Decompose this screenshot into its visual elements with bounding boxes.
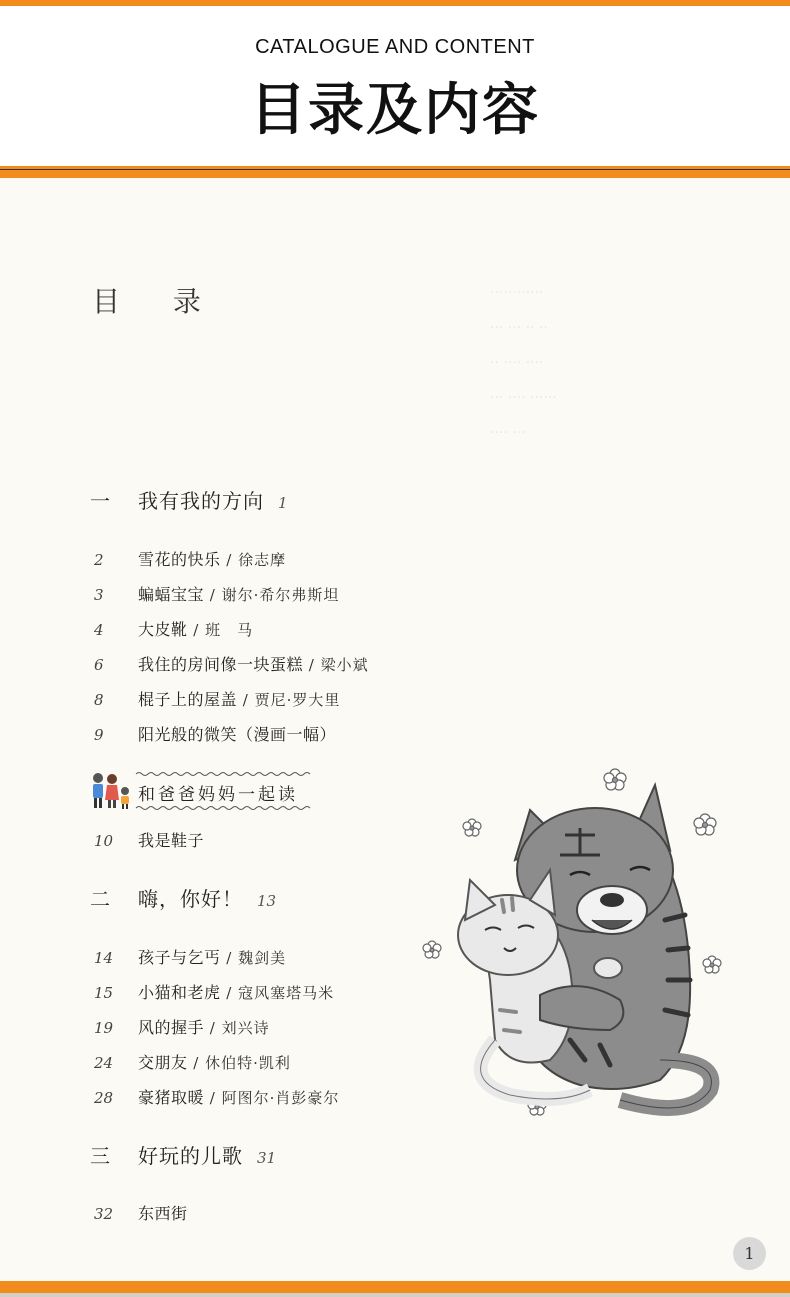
section-title: 嗨，你好！ — [138, 887, 243, 911]
entry-separator: / — [187, 621, 206, 639]
entry-author: 阿图尔·肖彭豪尔 — [221, 1089, 340, 1107]
section-page: 1 — [278, 494, 288, 512]
section-3-heading[interactable] — [90, 1140, 276, 1169]
bottom-accent-bar — [0, 1281, 790, 1293]
section-number: 三 — [90, 1144, 110, 1168]
entry-author: 贾尼·罗大里 — [254, 691, 341, 709]
entry-author: 刘兴诗 — [221, 1019, 270, 1037]
entry-title: 大皮靴 — [138, 620, 188, 639]
entry-title: 我住的房间像一块蛋糕 — [138, 655, 304, 674]
page-header — [0, 6, 790, 166]
toc-entry[interactable] — [94, 582, 339, 605]
entry-page: 14 — [94, 949, 114, 967]
header-title: 目录及内容 — [250, 78, 540, 143]
entry-separator: / — [187, 1054, 206, 1072]
entry-author: 魏剑美 — [238, 949, 287, 967]
parent-read-label: 和爸爸妈妈一起读 — [138, 785, 298, 805]
entry-separator: / — [204, 1019, 222, 1037]
toc-entry[interactable] — [94, 945, 286, 968]
entry-page: 2 — [94, 551, 104, 569]
toc-entry[interactable] — [94, 547, 286, 570]
section-title: 我有我的方向 — [138, 489, 264, 513]
entry-page: 28 — [94, 1089, 114, 1107]
bottom-edge — [0, 1293, 790, 1297]
entry-title: 交朋友 — [138, 1053, 188, 1072]
entry-title: 我是鞋子 — [138, 831, 205, 850]
entry-author: 徐志摩 — [238, 551, 287, 569]
section-title: 好玩的儿歌 — [138, 1144, 243, 1168]
entry-title: 蝙蝠宝宝 — [138, 585, 205, 604]
header-subtitle: CATALOGUE AND CONTENT — [255, 36, 535, 58]
entry-title: 东西街 — [138, 1204, 188, 1223]
toc-entry[interactable] — [94, 687, 340, 710]
section-page: 13 — [257, 892, 277, 910]
entry-separator: / — [204, 586, 222, 604]
toc-entry[interactable] — [94, 1050, 291, 1073]
section-page: 31 — [257, 1149, 277, 1167]
entry-page: 15 — [94, 984, 114, 1002]
entry-page: 10 — [94, 832, 114, 850]
toc-entry[interactable] — [94, 722, 336, 745]
toc-entry[interactable] — [94, 980, 334, 1003]
bleed-through-text: ··· ··· ·· ·· — [490, 320, 548, 336]
bleed-through-text: ·· ···· ···· — [490, 355, 544, 371]
entry-page: 32 — [94, 1205, 114, 1223]
entry-title: 棍子上的屋盖 — [138, 690, 238, 709]
toc-entry[interactable] — [94, 1201, 188, 1224]
entry-author: 班 马 — [205, 621, 254, 639]
entry-page: 4 — [94, 621, 104, 639]
toc-entry[interactable] — [94, 617, 253, 640]
toc-entry[interactable] — [94, 652, 369, 675]
tiger-hugging-cat-illustration — [420, 760, 740, 1140]
entry-author: 谢尔·希尔弗斯坦 — [221, 586, 340, 604]
bleed-through-text: ············ — [490, 285, 544, 301]
entry-author: 寇风塞塔马米 — [238, 984, 335, 1002]
entry-page: 19 — [94, 1019, 114, 1037]
header-divider-bottom — [0, 170, 790, 178]
entry-separator: / — [220, 984, 239, 1002]
entry-title: 豪猪取暖 — [138, 1088, 205, 1107]
section-number: 二 — [90, 887, 110, 911]
entry-page: 8 — [94, 691, 104, 709]
entry-separator: / — [220, 551, 239, 569]
toc-entry[interactable] — [94, 1015, 270, 1038]
entry-separator: / — [303, 656, 321, 674]
entry-page: 3 — [94, 586, 104, 604]
entry-page: 24 — [94, 1054, 114, 1072]
parent-read-banner — [88, 768, 328, 812]
section-1-heading[interactable] — [90, 485, 288, 514]
entry-page: 9 — [94, 726, 104, 744]
entry-author: 梁小斌 — [320, 656, 369, 674]
bleed-through-text: ···· ··· — [490, 425, 526, 441]
entry-title: 孩子与乞丐 — [138, 948, 221, 967]
entry-title: 小猫和老虎 — [138, 983, 221, 1002]
entry-separator: / — [237, 691, 255, 709]
entry-title: 雪花的快乐 — [138, 550, 221, 569]
entry-author: 休伯特·凯利 — [205, 1054, 291, 1072]
toc-heading: 目 录 — [92, 285, 223, 318]
section-number: 一 — [90, 489, 110, 513]
entry-separator: / — [204, 1089, 222, 1107]
page-number-badge: 1 — [733, 1237, 766, 1270]
section-2-heading[interactable] — [90, 883, 276, 912]
bleed-through-text: ··· ···· ······ — [490, 390, 557, 406]
entry-separator: / — [220, 949, 239, 967]
entry-page: 6 — [94, 656, 104, 674]
toc-entry[interactable] — [94, 828, 204, 851]
entry-title: 风的握手 — [138, 1018, 205, 1037]
toc-entry[interactable] — [94, 1085, 339, 1108]
entry-title: 阳光般的微笑（漫画一幅） — [138, 725, 337, 744]
